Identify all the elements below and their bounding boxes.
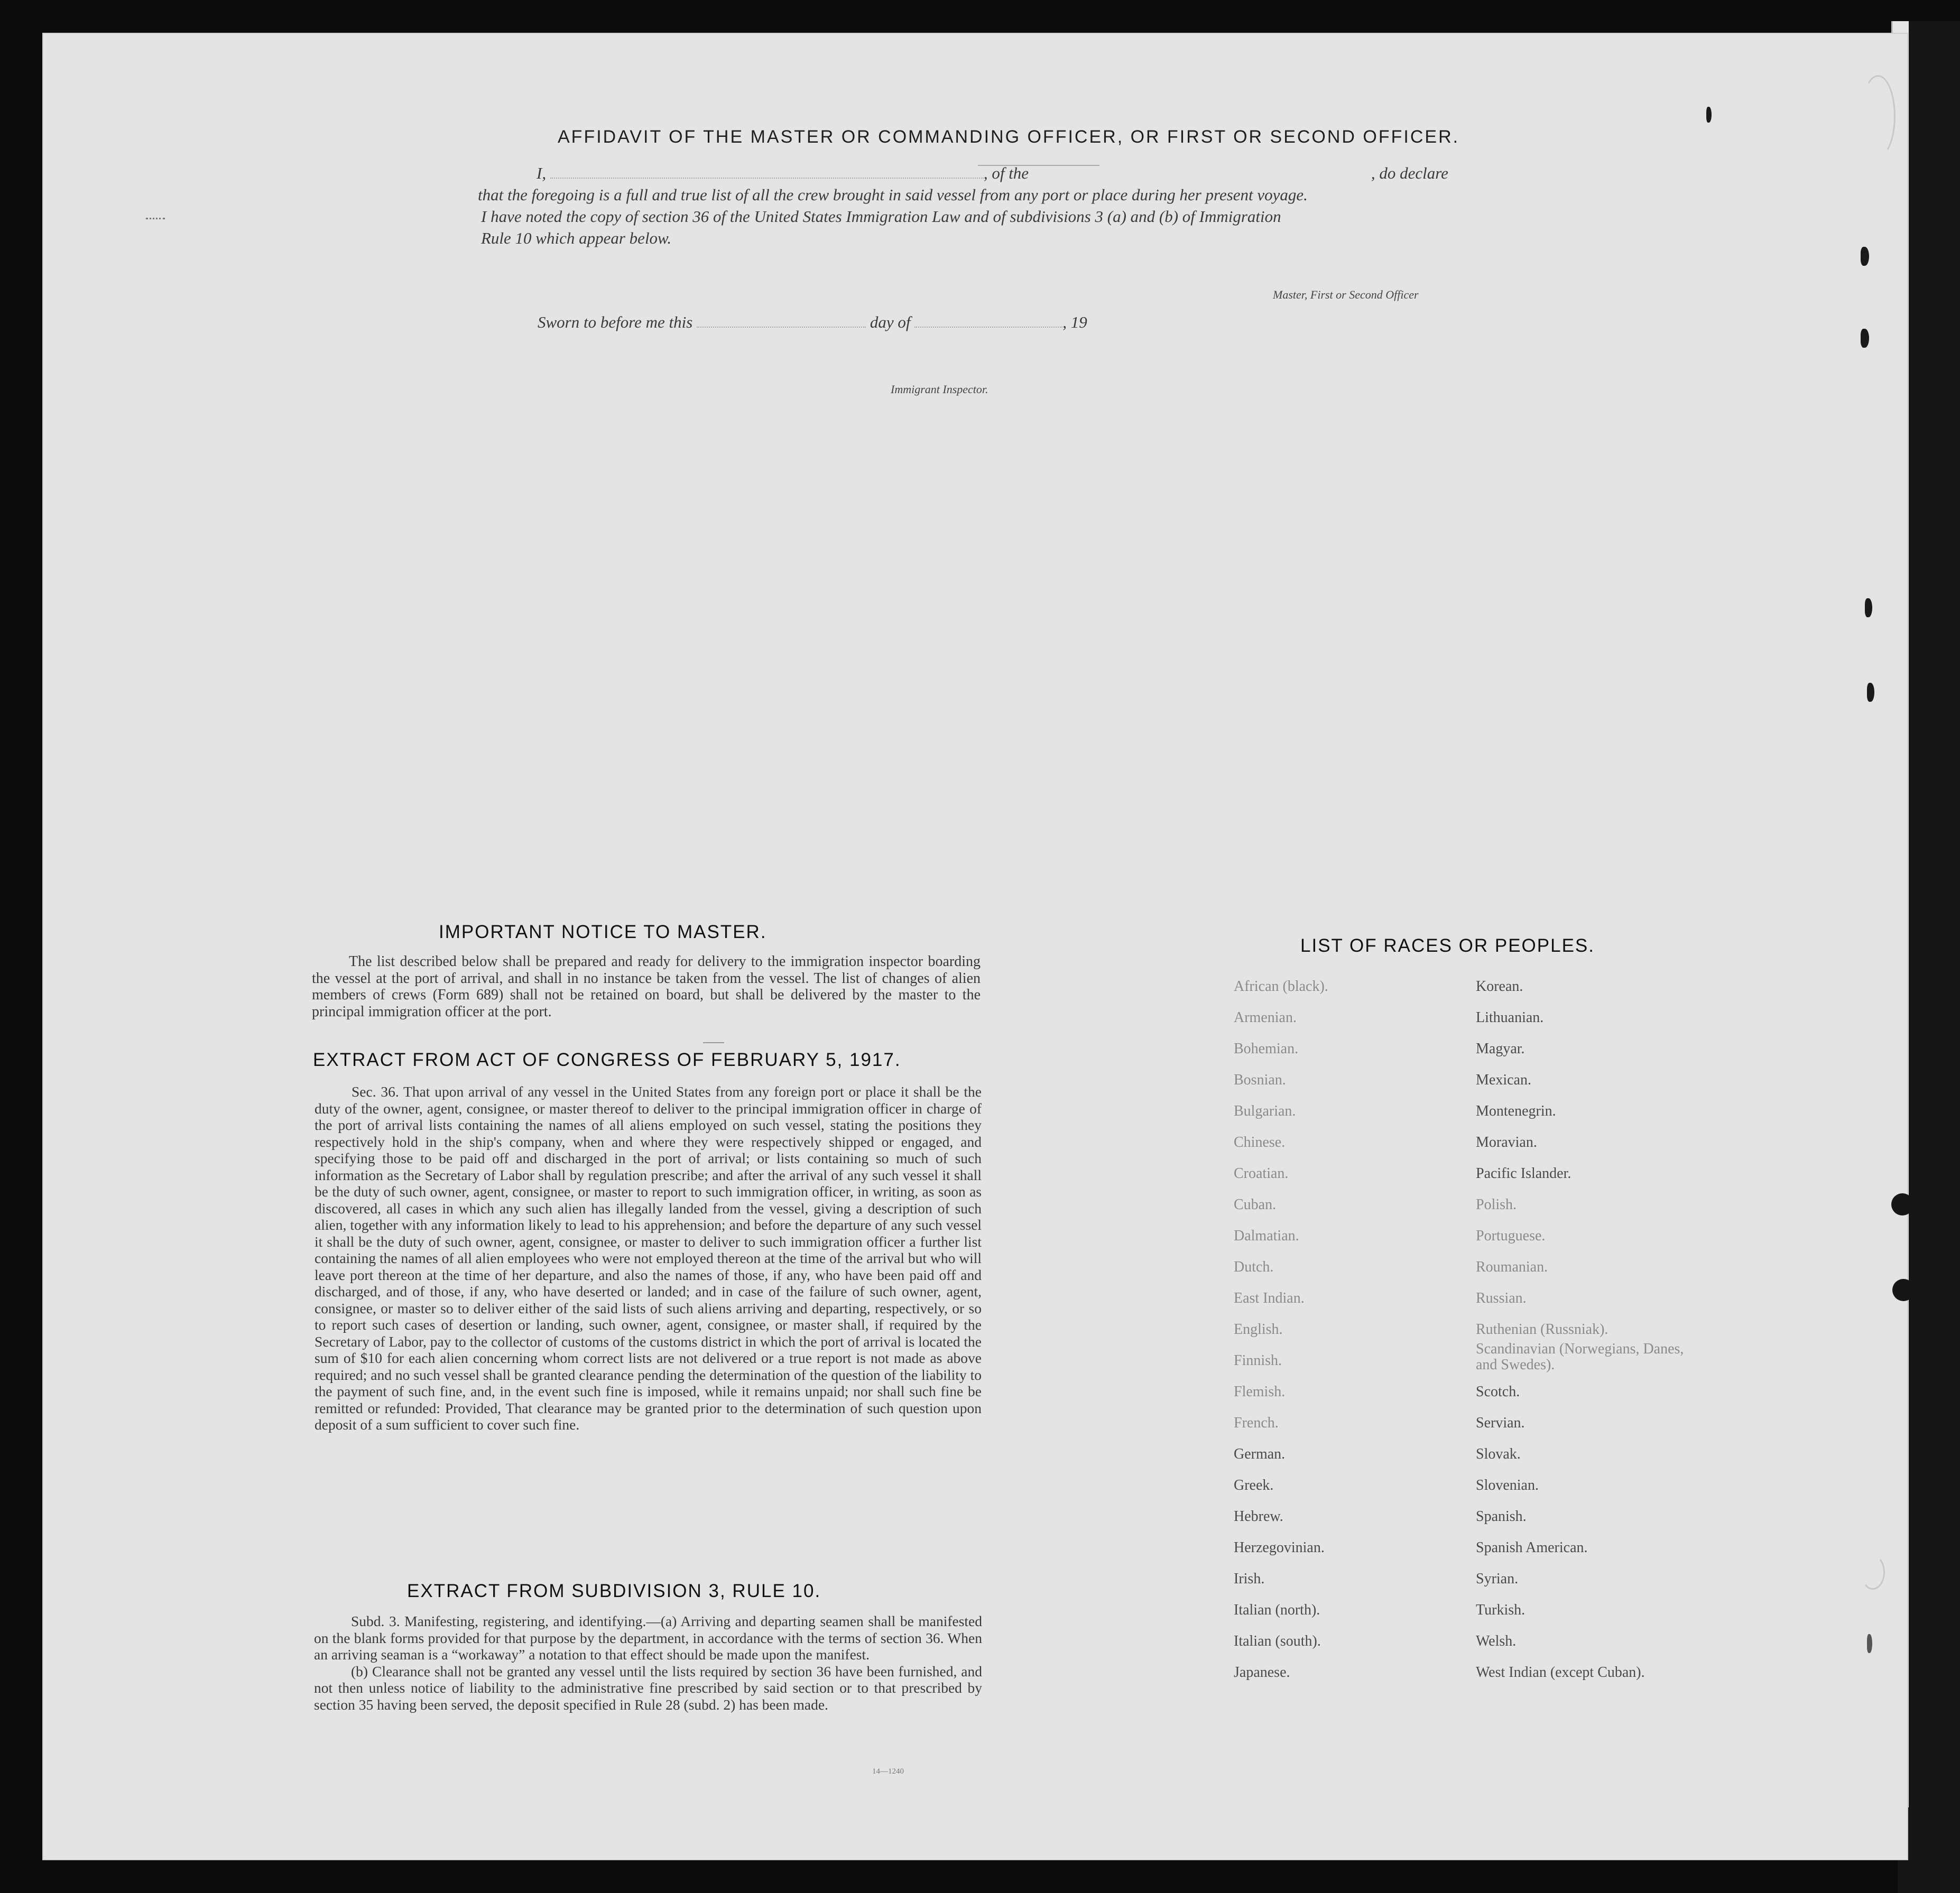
binding-mark — [1867, 1634, 1872, 1653]
binding-mark — [1861, 247, 1869, 266]
race-item: Syrian. — [1476, 1571, 1519, 1587]
binding-mark — [1861, 329, 1869, 348]
race-item: Italian (north). — [1234, 1602, 1320, 1618]
master-signature-caption: Master, First or Second Officer — [1273, 288, 1419, 301]
subdivision-a-paragraph: Subd. 3. Manifesting, registering, and identifying.—(a) Arriving and departing seamen shall be manifested on the blank forms provided for that purpose by the department, in accordance with the terms of section 36. When an arriving seaman is a “workaway” a notation to that effect should be made upon the manifest. — [314, 1613, 982, 1663]
race-item: African (black). — [1234, 978, 1328, 995]
race-item: Bohemian. — [1234, 1041, 1299, 1057]
declarant-name-field[interactable] — [550, 178, 984, 179]
binding-mark — [1865, 598, 1872, 617]
rule-extract-text — [314, 1613, 982, 1713]
pencil-mark — [1861, 1555, 1885, 1590]
race-item: Spanish. — [1476, 1508, 1527, 1525]
declaration-line-2: that the foregoing is a full and true list of all the crew brought in said vessel from any port or place during her present voyage. — [478, 185, 1308, 204]
sworn-prefix: Sworn to before me this — [538, 313, 693, 331]
notice-divider — [703, 1042, 724, 1043]
declaration-line-1 — [537, 164, 1448, 183]
race-item: Dalmatian. — [1234, 1228, 1299, 1244]
declaration-do-declare-label: , do declare — [1371, 164, 1448, 182]
race-item: Italian (south). — [1234, 1633, 1321, 1649]
race-item: Bulgarian. — [1234, 1103, 1296, 1119]
race-item: Scandinavian (Norwegians, Danes, and Swedes). — [1476, 1341, 1684, 1373]
race-item: Greek. — [1234, 1477, 1274, 1493]
vessel-name-field[interactable] — [1033, 178, 1371, 179]
sworn-line — [538, 313, 1087, 332]
form-page — [42, 33, 1908, 1860]
punch-hole — [1892, 1279, 1915, 1301]
race-item: Cuban. — [1234, 1196, 1277, 1213]
race-item: English. — [1234, 1321, 1283, 1338]
sworn-day-field[interactable] — [697, 327, 866, 328]
sworn-day-of-label: day of — [870, 313, 911, 331]
race-item: Finnish. — [1234, 1352, 1282, 1369]
race-item: Roumanian. — [1476, 1259, 1548, 1275]
race-item: Spanish American. — [1476, 1539, 1588, 1556]
inspector-signature-caption: Immigrant Inspector. — [891, 383, 988, 396]
race-item: Servian. — [1476, 1415, 1525, 1431]
ink-mark — [1706, 107, 1712, 123]
rule-extract-title: EXTRACT FROM SUBDIVISION 3, RULE 10. — [407, 1581, 821, 1601]
act-extract-title: EXTRACT FROM ACT OF CONGRESS OF FEBRUARY 5, 1917. — [313, 1050, 901, 1070]
race-item: Dutch. — [1234, 1259, 1274, 1275]
punch-hole — [1891, 1193, 1913, 1215]
race-item: Lithuanian. — [1476, 1009, 1544, 1026]
race-item: Hebrew. — [1234, 1508, 1283, 1525]
race-item: East Indian. — [1234, 1290, 1305, 1306]
affidavit-title: AFFIDAVIT OF THE MASTER OR COMMANDING OFFICER, OR FIRST OR SECOND OFFICER. — [558, 127, 1460, 147]
race-item: Herzegovinian. — [1234, 1539, 1325, 1556]
declaration-of-the-label: , of the — [983, 164, 1029, 182]
race-item: Slovenian. — [1476, 1477, 1539, 1493]
race-item: Turkish. — [1476, 1602, 1526, 1618]
notice-title: IMPORTANT NOTICE TO MASTER. — [439, 922, 767, 942]
race-item: Russian. — [1476, 1290, 1527, 1306]
races-title: LIST OF RACES OR PEOPLES. — [1300, 935, 1595, 956]
race-item: Chinese. — [1234, 1134, 1286, 1150]
act-extract-text — [315, 1083, 982, 1433]
race-item: Moravian. — [1476, 1134, 1537, 1150]
race-item: Croatian. — [1234, 1165, 1289, 1182]
form-number: 14—1240 — [872, 1767, 904, 1776]
race-item: Ruthenian (Russniak). — [1476, 1321, 1608, 1338]
race-item: Korean. — [1476, 978, 1523, 995]
declaration-line-4: Rule 10 which appear below. — [481, 229, 672, 247]
race-item: Bosnian. — [1234, 1072, 1286, 1088]
sworn-month-field[interactable] — [914, 327, 1062, 328]
notice-text — [312, 953, 981, 1020]
notice-paragraph: The list described below shall be prepared and ready for delivery to the immigration inspector boarding the vessel at the port of arrival, and shall in no instance be taken from the vessel. The list of changes of alien members of crews (Form 689) shall not be retained on board, but shall be delivered by the master to the principal immigration officer at the port. — [312, 953, 981, 1020]
race-item: German. — [1234, 1446, 1286, 1462]
race-item: Pacific Islander. — [1476, 1165, 1571, 1182]
race-item: Flemish. — [1234, 1384, 1286, 1400]
sworn-year-label: , 19 — [1062, 313, 1087, 331]
race-item: Japanese. — [1234, 1664, 1290, 1681]
race-item: Irish. — [1234, 1571, 1265, 1587]
pencil-mark — [1861, 75, 1896, 157]
subdivision-b-paragraph: (b) Clearance shall not be granted any vessel until the lists required by section 36 have been furnished, and not then unless notice of liability to the administrative fine prescribed by said section or to that prescribed by section 35 having been served, the deposit specified in Rule 28 (subd. 2) has been made. — [314, 1663, 982, 1713]
binding-mark — [1867, 683, 1874, 702]
race-item: French. — [1234, 1415, 1279, 1431]
race-item: Portuguese. — [1476, 1228, 1546, 1244]
race-item: Polish. — [1476, 1196, 1517, 1213]
race-item: Welsh. — [1476, 1633, 1517, 1649]
margin-mark — [146, 207, 165, 219]
declaration-i-label: I, — [537, 164, 547, 182]
declaration-line-3: I have noted the copy of section 36 of the United States Immigration Law and of subdivisions 3 (a) and (b) of Immigration — [481, 207, 1281, 226]
race-item: Magyar. — [1476, 1041, 1525, 1057]
race-item: Mexican. — [1476, 1072, 1531, 1088]
race-item: Montenegrin. — [1476, 1103, 1556, 1119]
race-item: Scotch. — [1476, 1384, 1520, 1400]
race-item: Slovak. — [1476, 1446, 1521, 1462]
section-36-paragraph: Sec. 36. That upon arrival of any vessel in the United States from any foreign port or place it shall be the duty of the owner, agent, consignee, or master thereof to deliver to the principal immigration officer in charge of the port of arrival lists containing the names of all aliens employed on such vessel, stating the positions they respectively hold in the ship's company, when and where they were respectively shipped or engaged, and specifying those to be paid off and discharged in the port of arrival; or lists containing so much of such information as the Secretary of Labor shall by regulation prescribe; and after the arrival of any such vessel it shall be the duty of such owner, agent, consignee, or master to report to such immigration officer, in writing, as soon as discovered, all cases in which any such alien has illegally landed from the vessel, giving a description of such alien, together with any information likely to lead to his apprehension; and before the departure of any such vessel it shall be the duty of such owner, agent, consignee, or master to deliver to such immigration officer a further list containing the names of all alien employees who were not employed thereon at the time of the arrival but who will leave port thereon at the time of her departure, and also the names of those, if any, who have been paid off and discharged, and of those, if any, who have deserted or landed; and in case of the failure of such owner, agent, consignee, or master so to deliver either of the said lists of such aliens arriving and departing, respectively, or so to report such cases of desertion or landing, such owner, agent, consignee, or master shall, if required by the Secretary of Labor, pay to the collector of customs of the customs district in which the port of arrival is located the sum of $10 for each alien concerning whom correct lists are not delivered or a true report is not made as above required; and no such vessel shall be granted clearance pending the determination of the question of the liability to the payment of such fine, and, in the event such fine is imposed, while it remains unpaid; nor shall such fine be remitted or refunded: Provided, That clearance may be granted prior to the determination of such question upon deposit of a sum sufficient to cover such fine. — [315, 1083, 982, 1433]
race-item: West Indian (except Cuban). — [1476, 1664, 1645, 1681]
race-item: Armenian. — [1234, 1009, 1297, 1026]
